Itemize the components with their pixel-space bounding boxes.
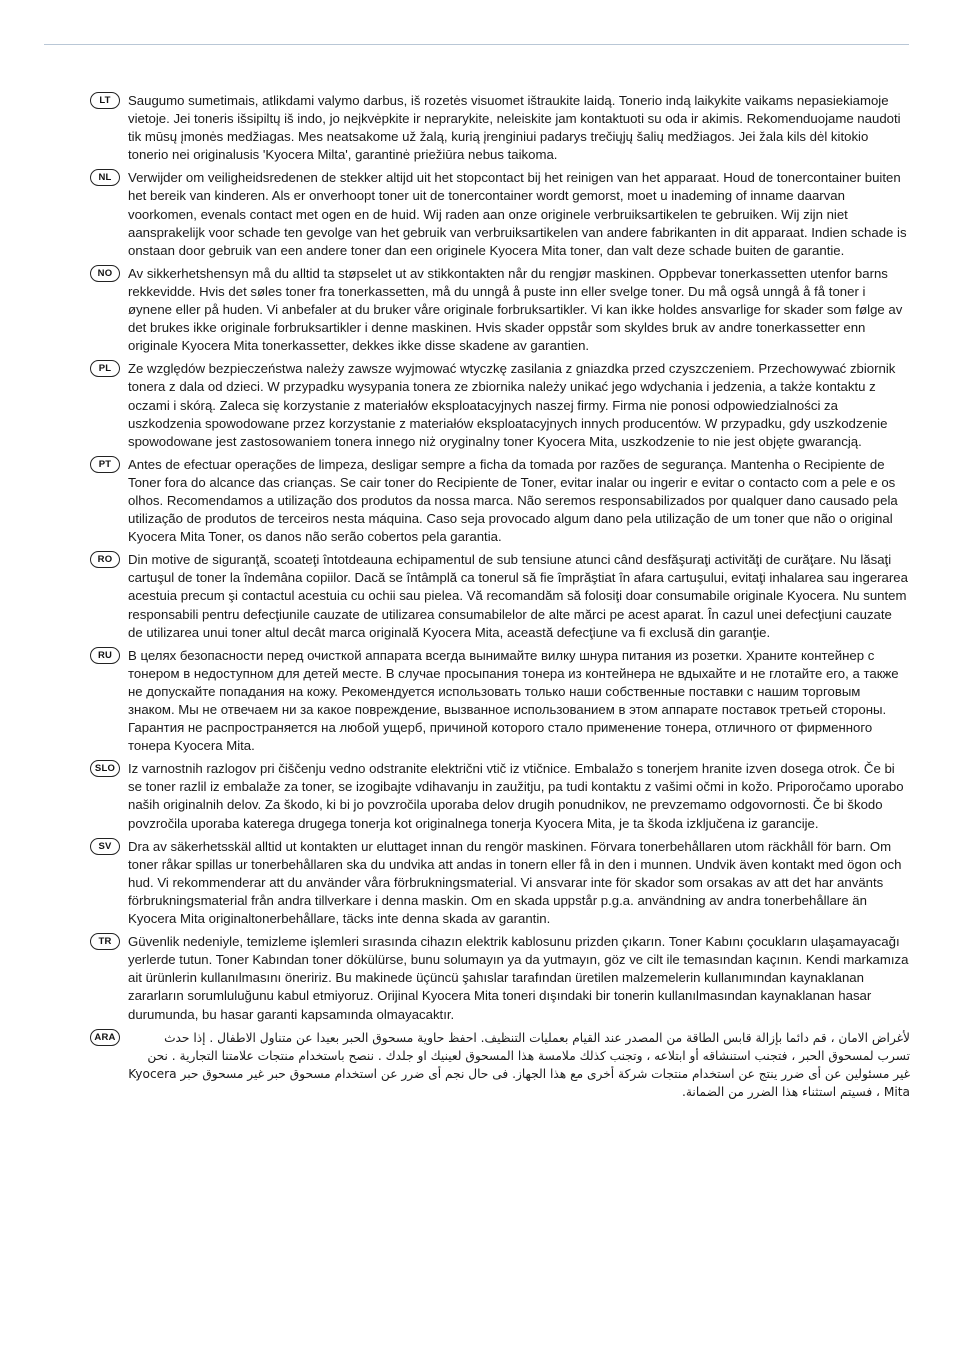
notice-text-pl: Ze względów bezpieczeństwa należy zawsze wyjmować wtyczkę zasilania z gniazdka przed czyszczeniem. Przechowywać zbiornik tonera z dala od dzieci. W przypadku wysypania tonera ze zbiornika należy unikać jego wdychania i jedzenia, a także kontaktu z oczami i skórą. Zaleca się korzystanie z materiałów eksploatacyjnych naszej firmy. Firma nie ponosi odpowiedzialności za uszkodzenia spowodowane przez korzystanie z materiałów eksploatacyjnych innych producentów. W przypadku, gdy uszkodzenie spowodowane jest zastosowaniem tonera innego niż oryginalny toner Kyocera Mita, uszkodzenie to nie jest objęte gwarancją. xyxy=(128,361,896,449)
notice-text-ru: В целях безопасности перед очисткой аппарата всегда вынимайте вилку шнура питания из розетки. Храните контейнер с тонером в недоступном для детей месте. В случае просыпания тонера из контейнера не вдыхайте и не глотайте его, а также не допускайте попадания на кожу. Рекомендуется использовать только наши собственные поставки с нашим торговым знаком. Мы не отвечаем ни за какое повреждение, вызванное использованием в этом аппарате поставок третьей стороны. Гарантия не распространяется на любой ущерб, причиной которого стало применение тонера, отличного от фирменного тонера Kyocera Mita. xyxy=(128,647,899,754)
section-sv xyxy=(90,838,910,928)
section-slo xyxy=(90,760,910,832)
notice-text-ara: لأغراض الامان ، قم دائما بإزالة قابس الطاقة من المصدر عند القيام بعمليات التنظيف. احفظ حاوية مسحوق الحبر بعيدا عن متناول الاطفال . إذا حدث تسرب لمسحوق الحبر ، فتجنب استنشاقه أو ابتلاعه ، وتجنب كذلك ملامسة هذا المسحوق لعينيك او جلدك . ننصح باستخدام منتجات علامتنا التجارية . نحن غير مسئولين عن أى ضرر ينتج عن استخدام منتجات شركة أخرى مع هذا الجهاز. فى حال نجم أى ضرر عن استخدام مسحوق حبر غير مسحوق حبر Kyocera Mita ، فسيتم استثناء هذا الضرر من الضمانة. xyxy=(128,1030,910,1099)
section-ro xyxy=(90,551,910,641)
notice-text-no: Av sikkerhetshensyn må du alltid ta støpselet ut av stikkontakten når du rengjør maskinen. Oppbevar tonerkassetten utenfor barns rekkevidde. Hvis det søles toner fra tonerkassetten, må du unngå å puste inn eller svelge toner. Du må også unngå å få toner i øynene eller på huden. Vi anbefaler at du bruker våre originale forbruksartikler. Vi kan ikke holdes ansvarlige for skader som følge av det brukes ikke originale forbruksartikler i denne maskinen. Hvis skader oppstår som skyldes bruk av andre tonerkassetter enn originale Kyocera Mita tonerkassetter, dekkes ikke disse skadene av garantien. xyxy=(128,265,903,354)
notice-text-nl: Verwijder om veiligheidsredenen de stekker altijd uit het stopcontact bij het reinigen van het apparaat. Houd de tonercontainer buiten het bereik van kinderen. Als er onverhoopt toner uit de tonercontainer wordt gemorst, moet u inademing of inname daarvan voorkomen, evenals contact met ogen en de huid. Wij raden aan onze originele verbruiksartikelen te gebruiken. Wij zijn niet aansprakelijk voor schade ten gevolge van het gebruik van verbruiksartikelen van andere fabrikanten in dit apparaat. Indien schade is onstaan door gebruik van een andere toner dan een originele Kyocera Mita toner, dan valt deze schade buiten de garantie. xyxy=(128,170,907,258)
section-no xyxy=(90,265,910,355)
notice-text-slo: Iz varnostnih razlogov pri čiščenju vedno odstranite električni vtič iz vtičnice. Embalažo s tonerjem hranite izven dosega otrok. Če bi se toner razlil iz embalaže za toner, se izogibajte vdihavanju in zaužitju, pa tudi kontaktu z vašimi očmi in kožo. Priporočamo uporabo naših originalnih delov. Za škodo, ki bi jo povzročila uporaba delov drugih ponudnikov, ne prevzemamo odgovornosti. Če bi škodo povzročila uporaba katerega drugega tonerja kot originalnega tonerja Kyocera Mita, je ta škoda izključena iz garancije. xyxy=(128,761,904,831)
section-lt xyxy=(90,92,910,164)
language-badge-no: NO xyxy=(90,265,120,282)
language-badge-lt: LT xyxy=(90,92,120,109)
section-nl xyxy=(90,169,910,259)
warranty-notice-list xyxy=(90,92,910,1106)
notice-text-lt: Saugumo sumetimais, atlikdami valymo darbus, iš rozetės visuomet ištraukite laidą. Tonerio indą laikykite vaikams nepasiekiamoje vietoje. Jei toneris išsipiltų iš indo, jo neįkvėpkite ir neprarykite, neleiskite jam kontaktuoti su oda ir akimis. Rekomenduojame naudoti tik mūsų įmonės medžiagas. Mes neatsakome už žalą, kurią įrenginiui padarys trečiųjų šalių medžiagos. Jei žala kils dėl kitokio tonerio nei originalusis 'Kyocera Milta', garantinė priežiūra nebus taikoma. xyxy=(128,93,901,163)
language-badge-sv: SV xyxy=(90,838,120,855)
notice-text-sv: Dra av säkerhetsskäl alltid ut kontakten ur eluttaget innan du rengör maskinen. Förvara tonerbehållaren utom räckhåll för barn. Om toner råkar spillas ur tonerbehållaren ska du undvika att andas in tonern eller få in den i munnen. Undvik även kontakt med ögon och hud. Vi rekommenderar att du använder våra förbrukningsmaterial. Vi ansvarar inte för skador som orsakas av att det har använts förbrukningsmaterial från andra tillverkare i denna maskin. Om en skada uppstår p.g.a. användning av andra tonerbehållare än Kyocera Mita originaltonerbehållare, täcks inte denna skada av garantin. xyxy=(128,838,902,927)
language-badge-ara: ARA xyxy=(90,1029,120,1046)
language-badge-nl: NL xyxy=(90,169,120,186)
notice-text-pt: Antes de efectuar operações de limpeza, desligar sempre a ficha da tomada por razões de segurança. Mantenha o Recipiente de Toner fora do alcance das crianças. Se cair toner do Recipiente de Toner, evitar inalar ou ingerir e evitar o contacto com a pele e os olhos. Recomendamos a utilização dos produtos da nossa marca. Não seremos responsabilizados por qualquer dano causado pela utilização de produtos de terceiros nesta máquina. Caso seja provocado algum dano pela utilização de um toner que não o original Kyocera Mita Toner, os danos não serão cobertos pela garantia. xyxy=(128,456,898,545)
language-badge-slo: SLO xyxy=(90,760,120,777)
header-rule xyxy=(44,44,909,45)
notice-text-tr: Güvenlik nedeniyle, temizleme işlemleri sırasında cihazın elektrik kablosunu prizden çıkarın. Toner Kabını çocukların ulaşamayacağı yerlerde tutun. Toner Kabından toner dökülürse, bunu solumayın ya da yutmayın, göz ve cilt ile temasından kaçının. Kendi markamıza ait ürünlerin kullanılmasını öneririz. Bu makinede üçüncü şahıslar tarafından üretilen malzemelerin kullanımından kaynaklanan zararların sorumluluğunu kabul etmiyoruz. Orijinal Kyocera Mita toneri dışındaki bir tonerin kullanılmasından kaynaklanan hasar durumunda, bu hasar garanti kapsamında olmayacaktır. xyxy=(128,934,909,1022)
section-pt xyxy=(90,456,910,546)
section-pl xyxy=(90,360,910,450)
language-badge-ru: RU xyxy=(90,647,120,664)
language-badge-tr: TR xyxy=(90,933,120,950)
section-ara xyxy=(90,1029,910,1101)
language-badge-pt: PT xyxy=(90,456,120,473)
language-badge-pl: PL xyxy=(90,360,120,377)
section-tr xyxy=(90,933,910,1023)
language-badge-ro: RO xyxy=(90,551,120,568)
section-ru xyxy=(90,647,910,756)
notice-text-ro: Din motive de siguranţă, scoateţi întotdeauna echipamentul de sub tensiune atunci când desfăşuraţi activităţi de curăţare. Nu lăsaţi cartuşul de toner la îndemâna copiilor. Dacă se întâmplă ca tonerul să fie împrăştiat în afara cartuşului, evitaţi inhalarea sau ingerarea acestuia precum şi contactul acestuia cu ochii sau pielea. Vă recomandăm să folosiţi doar consumabile originale Kyocera. Nu suntem responsabili pentru defecţiunile cauzate de utilizarea consumabilelor de alte mărci pe acest aparat. În cazul unei defecţiuni cauzate de utilizarea unui toner altul decât marca originală Kyocera Mita, această defecţiune va fi exclusă din garanţie. xyxy=(128,552,908,640)
